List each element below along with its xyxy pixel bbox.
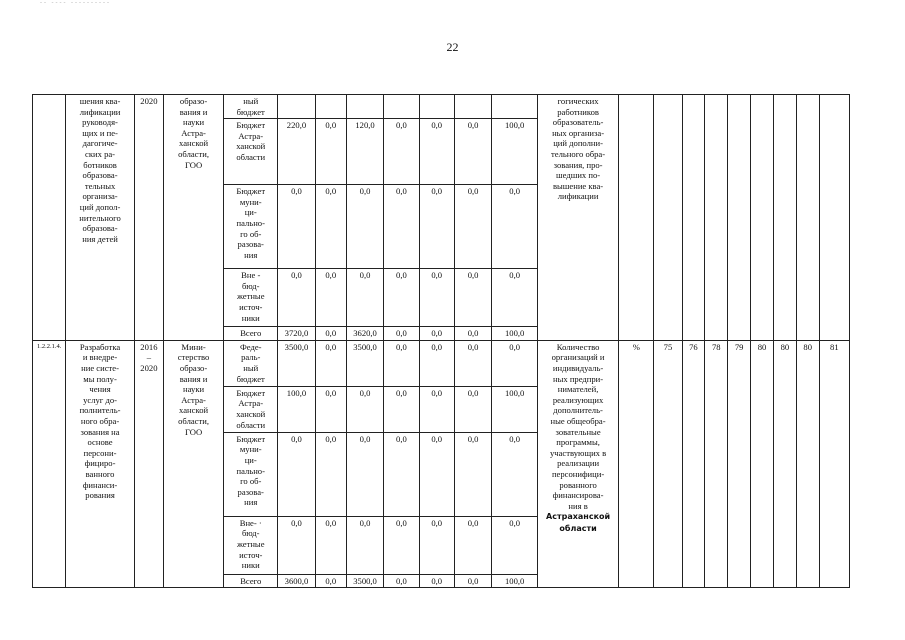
funding-value: 0,0 (315, 574, 346, 588)
funding-value: 100,0 (492, 386, 538, 432)
funding-value: 0,0 (315, 119, 346, 185)
funding-source: Бюджет муни- ци- пально- го об- разова- ния (224, 432, 278, 516)
funding-value: 0,0 (384, 516, 419, 574)
indicator-value: 80 (796, 340, 819, 588)
funding-value: 0,0 (346, 185, 383, 269)
funding-value: 120,0 (346, 119, 383, 185)
funding-value: 3500,0 (346, 340, 383, 386)
program-activities-table (32, 94, 850, 588)
funding-value: 0,0 (419, 432, 454, 516)
funding-value: 0,0 (384, 432, 419, 516)
funding-source: Бюджет Астра- ханской области (224, 386, 278, 432)
funding-value (315, 95, 346, 119)
indicator-value (705, 95, 728, 341)
funding-source: ный бюджет (224, 95, 278, 119)
funding-value: 0,0 (315, 185, 346, 269)
funding-value: 100,0 (278, 386, 315, 432)
funding-value: 0,0 (278, 432, 315, 516)
activity-code-cell (33, 95, 66, 341)
funding-source: Вне - бюд- жетные источ- ники (224, 269, 278, 327)
funding-value: 0,0 (384, 327, 419, 341)
funding-value: 0,0 (419, 269, 454, 327)
funding-value: 0,0 (454, 432, 491, 516)
funding-value: 0,0 (278, 516, 315, 574)
funding-value: 100,0 (492, 574, 538, 588)
funding-value (492, 95, 538, 119)
indicator-value (773, 95, 796, 341)
funding-value: 0,0 (384, 574, 419, 588)
funding-value: 0,0 (346, 432, 383, 516)
funding-value: 0,0 (492, 340, 538, 386)
funding-value: 0,0 (278, 269, 315, 327)
funding-value: 3600,0 (278, 574, 315, 588)
activity-period: 2016 – 2020 (134, 340, 163, 588)
funding-value: 0,0 (419, 185, 454, 269)
funding-value: 0,0 (454, 327, 491, 341)
funding-source: Вне- · бюд- жетные источ- ники (224, 516, 278, 574)
funding-value: 0,0 (278, 185, 315, 269)
funding-value: 0,0 (384, 386, 419, 432)
indicator-value: 81 (819, 340, 849, 588)
indicator-unit (619, 95, 654, 341)
funding-value (454, 95, 491, 119)
indicator-value (682, 95, 705, 341)
funding-value: 0,0 (492, 432, 538, 516)
funding-value (278, 95, 315, 119)
funding-value: 0,0 (384, 119, 419, 185)
funding-value: 0,0 (346, 516, 383, 574)
indicator-value: 79 (728, 340, 751, 588)
funding-value: 0,0 (315, 386, 346, 432)
funding-source-total: Всего (224, 327, 278, 341)
indicator-value (796, 95, 819, 341)
funding-value: 3500,0 (278, 340, 315, 386)
indicator-value: 80 (773, 340, 796, 588)
funding-value: 0,0 (454, 340, 491, 386)
funding-value: 100,0 (492, 119, 538, 185)
indicator-value: 76 (682, 340, 705, 588)
page-number: 22 (446, 40, 459, 54)
indicator-region: Астраханской области (546, 512, 611, 533)
indicator-description: гогических работников образователь- ных организа- ций дополни- тельного обра- зования, про- шедших по- вышение ква- лификации (538, 95, 619, 341)
funding-value: 0,0 (419, 516, 454, 574)
activity-period: 2020 (134, 95, 163, 341)
funding-value: 0,0 (384, 340, 419, 386)
funding-value (384, 95, 419, 119)
activity-description: Разработка и внедре- ние систе- мы полу- чения услуг до- полнитель- ного обра- зования на основе персони- фициро- ванного финанси- рования (66, 340, 135, 588)
funding-value: 0,0 (419, 119, 454, 185)
indicator-value (819, 95, 849, 341)
funding-value: 0,0 (315, 340, 346, 386)
funding-value: 0,0 (454, 119, 491, 185)
funding-value: 0,0 (419, 327, 454, 341)
indicator-text: Количество организаций и индивидуаль- ных предпри- нимателей, реализующих дополнитель- ные общеобра- зовательные программы, участвующих в реализации персонифици- рованного финансирова- ния в (549, 341, 607, 511)
funding-value: 0,0 (384, 269, 419, 327)
table-row (33, 95, 850, 119)
funding-value: 0,0 (454, 386, 491, 432)
funding-source: Бюджет Астра- ханской области (224, 119, 278, 185)
funding-source: Феде- раль- ный бюджет (224, 340, 278, 386)
funding-value: 0,0 (492, 269, 538, 327)
funding-value (346, 95, 383, 119)
indicator-value (751, 95, 774, 341)
funding-value: 0,0 (315, 432, 346, 516)
activity-description: шения ква- лификации руководя- щих и пе- дагогиче- ских ра- ботников образова- тельных организа- ций допол- нительного образова- ния детей (66, 95, 135, 341)
funding-value: 0,0 (315, 269, 346, 327)
funding-value: 0,0 (492, 516, 538, 574)
indicator-value (654, 95, 682, 341)
indicator-unit: % (619, 340, 654, 588)
indicator-value: 80 (751, 340, 774, 588)
scan-header-mark: -- ---- ---------- (40, 0, 111, 6)
activity-code-cell: 1.2.2.1.4. (33, 340, 66, 588)
funding-value: 0,0 (419, 386, 454, 432)
funding-value: 0,0 (454, 516, 491, 574)
funding-value: 0,0 (315, 516, 346, 574)
funding-value: 3500,0 (346, 574, 383, 588)
indicator-description (538, 340, 619, 588)
funding-value (419, 95, 454, 119)
funding-source-total: Всего (224, 574, 278, 588)
activity-executor: Мини- стерство образо- вания и науки Астра- ханской области, ГОО (163, 340, 223, 588)
funding-value: 220,0 (278, 119, 315, 185)
funding-value: 0,0 (492, 185, 538, 269)
funding-value: 0,0 (419, 340, 454, 386)
funding-value: 3720,0 (278, 327, 315, 341)
indicator-value: 78 (705, 340, 728, 588)
funding-value: 0,0 (346, 269, 383, 327)
funding-value: 0,0 (315, 327, 346, 341)
funding-value: 0,0 (454, 574, 491, 588)
funding-source: Бюджет муни- ци- пально- го об- разова- ния (224, 185, 278, 269)
funding-value: 0,0 (346, 386, 383, 432)
funding-value: 0,0 (454, 269, 491, 327)
indicator-value: 75 (654, 340, 682, 588)
funding-value: 0,0 (384, 185, 419, 269)
funding-value: 3620,0 (346, 327, 383, 341)
table-row (33, 340, 850, 386)
funding-value: 100,0 (492, 327, 538, 341)
indicator-value (728, 95, 751, 341)
funding-value: 0,0 (454, 185, 491, 269)
activity-executor: образо- вания и науки Астра- ханской области, ГОО (163, 95, 223, 341)
funding-value: 0,0 (419, 574, 454, 588)
